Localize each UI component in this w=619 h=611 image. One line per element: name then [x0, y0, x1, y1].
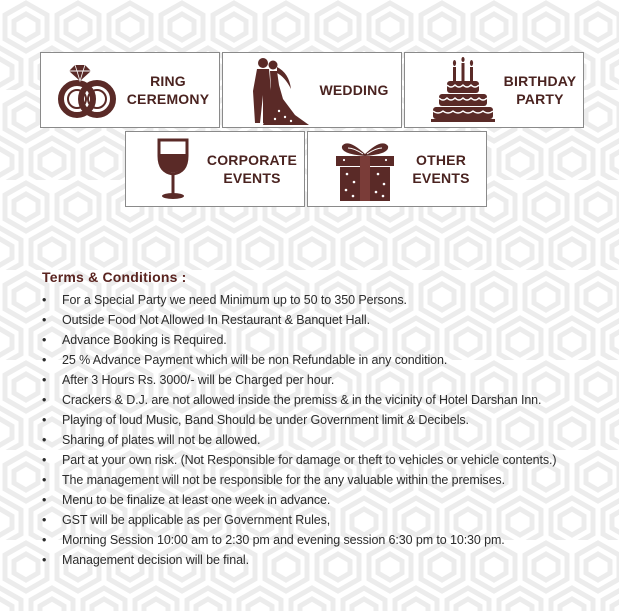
terms-item: • Part at your own risk. (Not Responsible for damage or theft to vehicles or vehicle contents.) [42, 450, 587, 470]
terms-item: • Sharing of plates will not be allowed. [42, 430, 587, 450]
terms-item: • Advance Booking is Required. [42, 330, 587, 350]
terms-item: • After 3 Hours Rs. 3000/- will be Charged per hour. [42, 370, 587, 390]
terms-item: • Playing of loud Music, Band Should be under Government limit & Decibels. [42, 410, 587, 430]
wine-glass-icon [156, 138, 190, 202]
terms-item: • Outside Food Not Allowed In Restaurant & Banquet Hall. [42, 310, 587, 330]
terms-title: Terms & Conditions : [42, 269, 187, 285]
wedding-card [222, 52, 402, 128]
terms-item: • Menu to be finalize at least one week in advance. [42, 490, 587, 510]
birthday-party-card [404, 52, 584, 128]
birthday-cake-icon [431, 57, 495, 123]
terms-item: • Crackers & D.J. are not allowed inside the premiss & in the vicinity of Hotel Darshan Inn. [42, 390, 587, 410]
ring-ceremony-label: RING CEREMONY [126, 73, 210, 107]
corporate-events-card [125, 131, 305, 207]
terms-item: • For a Special Party we need Minimum up to 50 to 350 Persons. [42, 290, 587, 310]
other-events-label: OTHER EVENTS [412, 152, 470, 186]
terms-item: • Morning Session 10:00 am to 2:30 pm and evening session 6:30 pm to 10:30 pm. [42, 530, 587, 550]
wedding-label: WEDDING [319, 82, 389, 98]
other-events-card [307, 131, 487, 207]
terms-item: • 25 % Advance Payment which will be non Refundable in any condition. [42, 350, 587, 370]
terms-and-conditions-section [42, 269, 587, 570]
wedding-couple-icon [233, 55, 311, 127]
corporate-events-label: CORPORATE EVENTS [206, 152, 298, 186]
ring-ceremony-card [40, 52, 220, 128]
rings-icon [53, 61, 121, 121]
gift-box-icon [334, 138, 396, 202]
terms-item: • GST will be applicable as per Government Rules, [42, 510, 587, 530]
birthday-party-label: BIRTHDAY PARTY [503, 73, 577, 107]
terms-list [42, 290, 587, 570]
terms-item: • Management decision will be final. [42, 550, 587, 570]
terms-item: • The management will not be responsible for the any valuable within the premises. [42, 470, 587, 490]
